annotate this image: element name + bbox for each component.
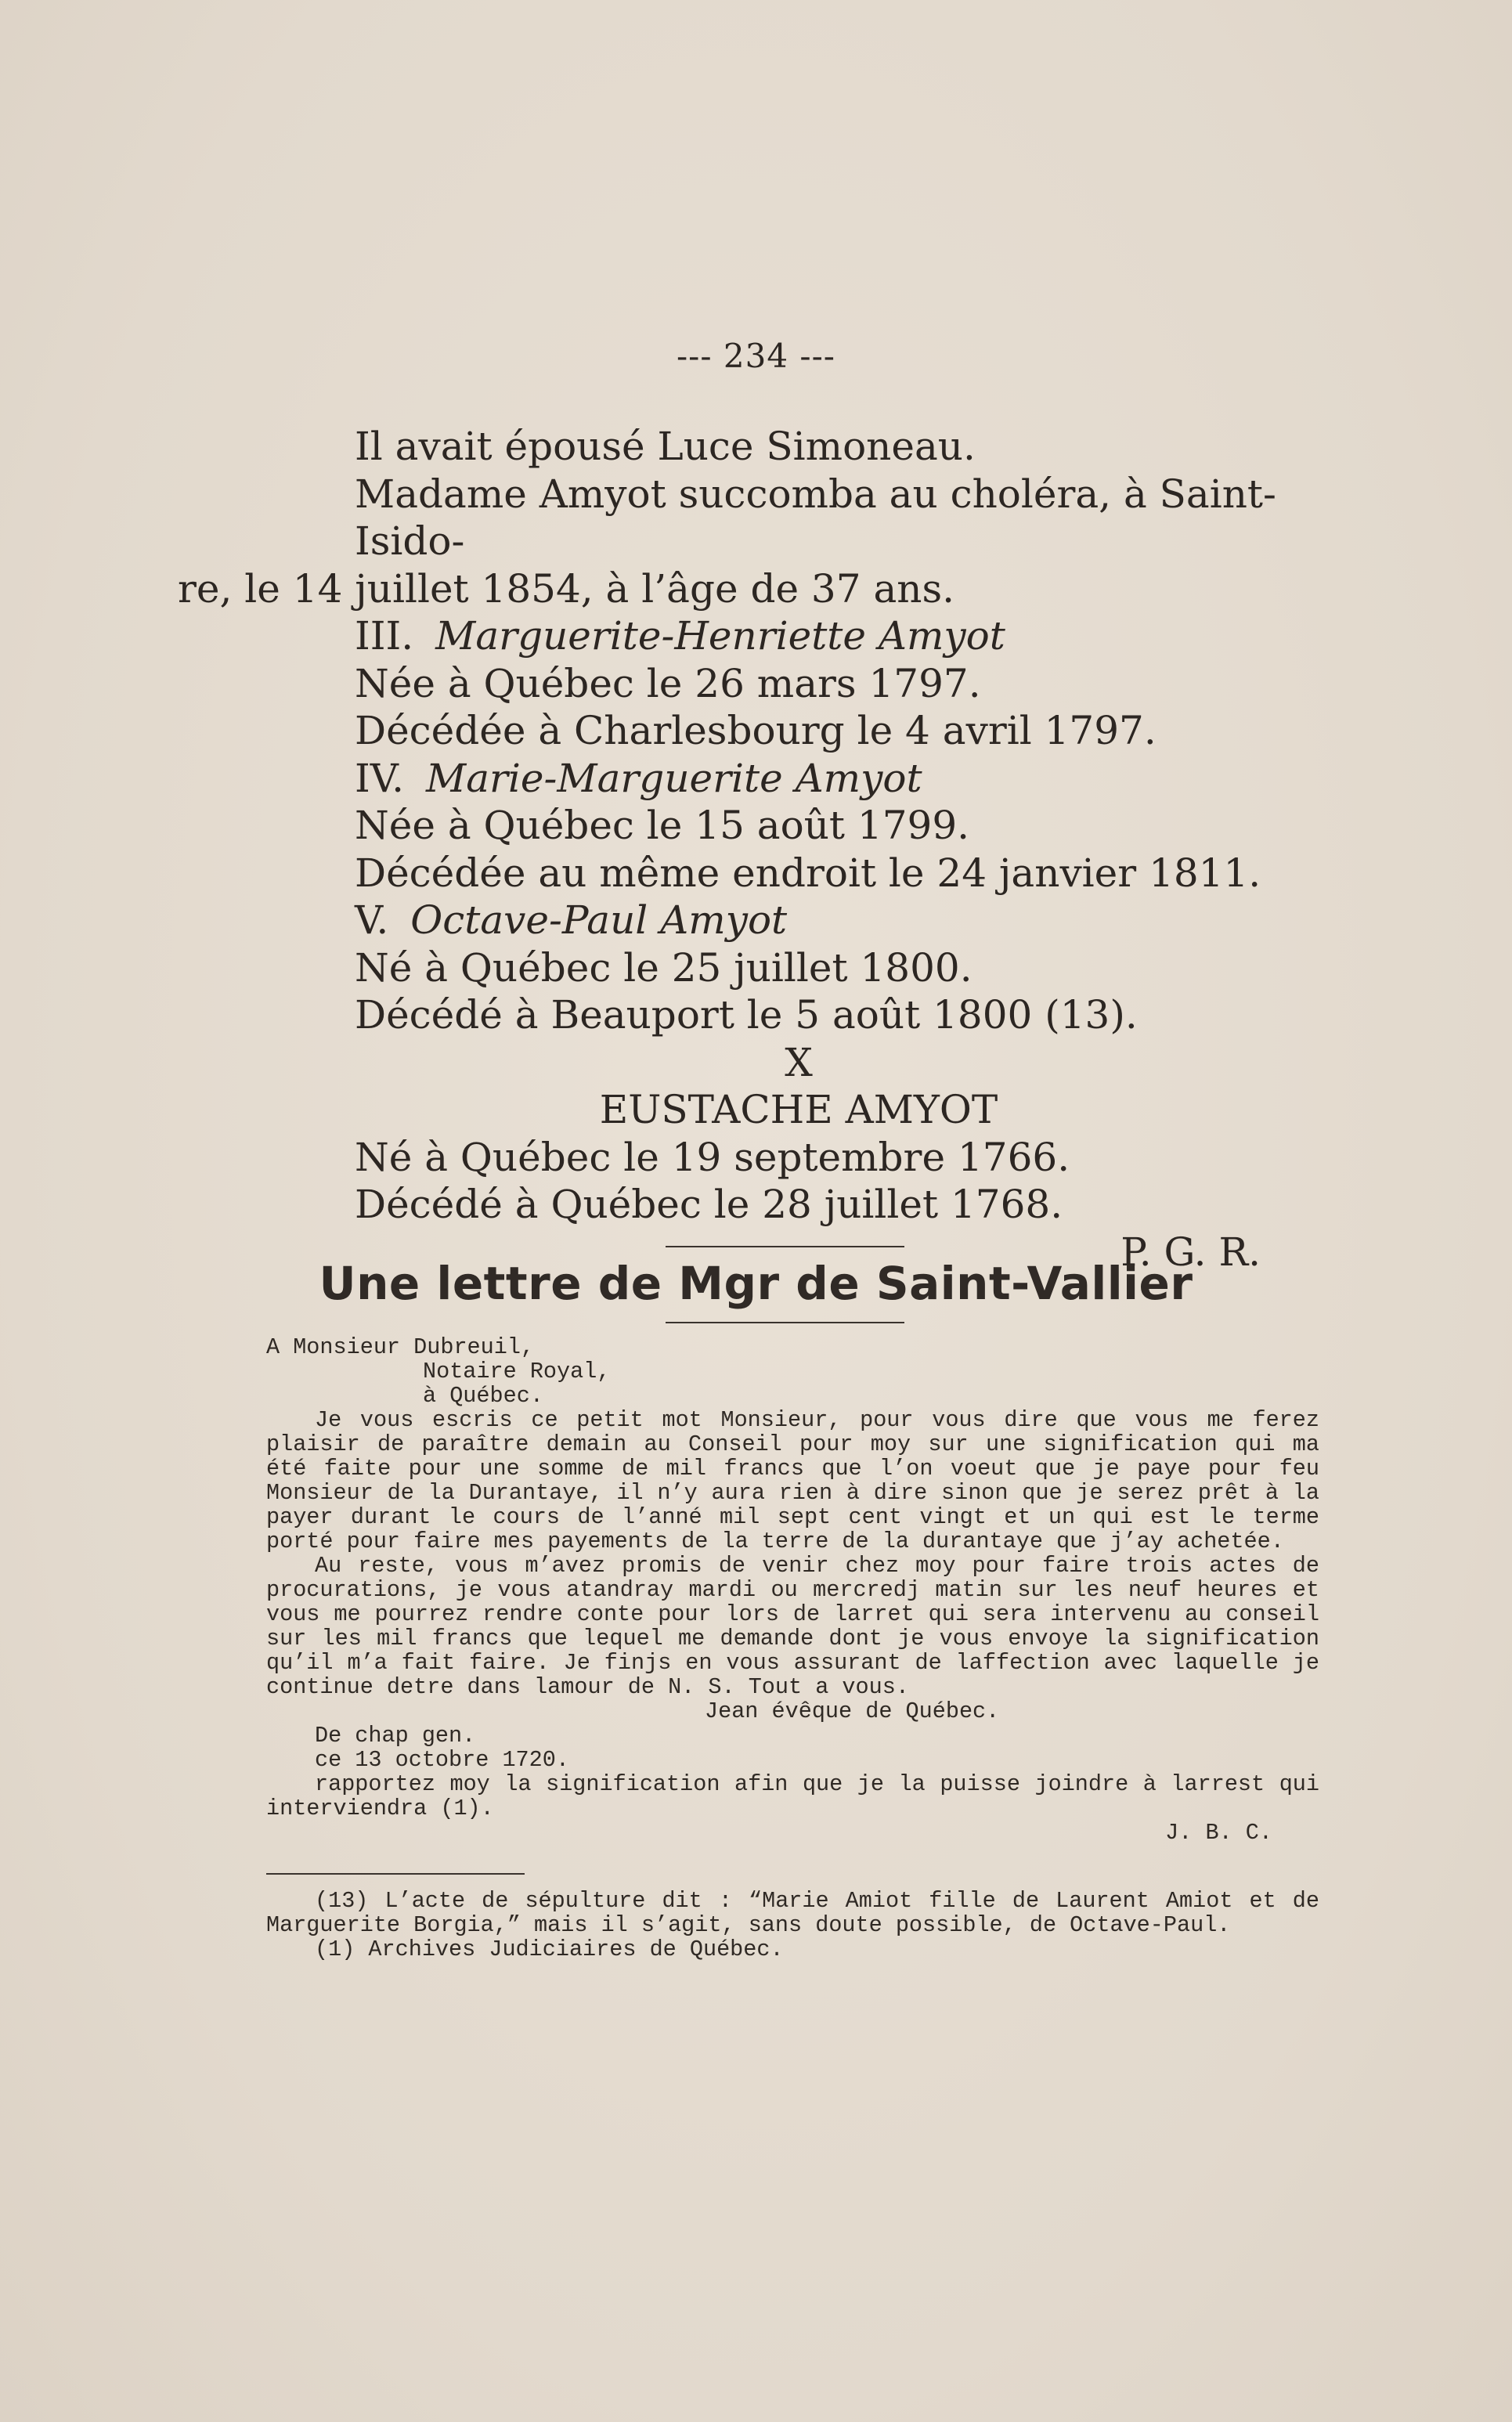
letter-paragraph: Au reste, vous m’avez promis de venir chez moy pour faire trois actes de procurations, je vous atandray mardi ou mercredj matin sur les neuf heures et vous me pourrez rendre conte pour lors de larret qui sera intervenu au conseil sur les mil francs que lequel me demande dont je vous envoye la signification qu’il m’a fait faire. Je finjs en vous assurant de laffection avec laquelle je continue detre dans lamour de N. S. Tout a vous. xyxy=(266,1553,1319,1700)
text-line: Il avait épousé Luce Simoneau. xyxy=(355,424,976,469)
text-line: re, le 14 juillet 1854, à l’âge de 37 ans. xyxy=(178,565,955,612)
entry-name: Octave-Paul Amyot xyxy=(410,897,788,943)
address-line: A Monsieur Dubreuil, xyxy=(266,1334,535,1360)
footnote-rule xyxy=(266,1873,525,1875)
entry-name: Marie-Marguerite Amyot xyxy=(426,755,922,801)
address-line: à Québec. xyxy=(423,1383,543,1409)
letter-postscript: rapportez moy la signification afin que je la puisse joindre à larrest qui interviendra (1). xyxy=(266,1771,1319,1821)
page-number: --- 234 --- xyxy=(676,337,835,375)
entry-number: V. xyxy=(355,897,389,943)
text-line: Décédé à Beauport le 5 août 1800 (13). xyxy=(355,992,1138,1038)
entry-name: Marguerite-Henriette Amyot xyxy=(435,613,1005,659)
title-rule-bottom xyxy=(666,1322,904,1323)
letter-body xyxy=(266,1335,1319,1845)
text-line: Né à Québec le 25 juillet 1800. xyxy=(355,944,973,991)
author-initials: P. G. R. xyxy=(1120,1229,1261,1275)
letter-date: ce 13 octobre 1720. xyxy=(315,1747,569,1773)
section-numeral: X xyxy=(785,1039,813,1085)
footnote: (1) Archives Judiciaires de Québec. xyxy=(315,1937,784,1962)
letter-signature: Jean évêque de Québec. xyxy=(705,1698,1000,1724)
entry-heading xyxy=(266,755,1331,803)
address-line: Notaire Royal, xyxy=(423,1359,611,1384)
genealogy-section xyxy=(178,423,1331,1276)
section-name: EUSTACHE AMYOT xyxy=(599,1087,998,1132)
text-line: Décédée au même endroit le 24 janvier 1811. xyxy=(355,850,1261,896)
entry-heading xyxy=(266,897,1331,944)
letter-paragraph: Je vous escris ce petit mot Monsieur, pour vous dire que vous me ferez plaisir de paraître demain au Conseil pour moy sur une signification qui ma été faite pour une somme de mil francs que l’on voeut que je paye pour feu Monsieur de la Durantaye, il n’y aura rien à dire sinon que je serez prêt à la payer durant le cours de l’anné mil sept cent vingt et un qui est le terme porté pour faire mes payements de la terre de la durantaye que j’ay achetée. xyxy=(266,1407,1319,1554)
text-line: Né à Québec le 19 septembre 1766. xyxy=(355,1134,1070,1180)
text-line: Madame Amyot succomba au choléra, à Saint-Isido- xyxy=(355,471,1276,564)
article-title: Une lettre de Mgr de Saint-Vallier xyxy=(319,1257,1193,1310)
footnote: (13) L’acte de sépulture dit : “Marie Amiot fille de Laurent Amiot et de Marguerite Borgia,” mais il s’agit, sans doute possible, de Octave-Paul. xyxy=(266,1888,1319,1938)
text-line: Née à Québec le 26 mars 1797. xyxy=(355,660,981,706)
letter-initials: J. B. C. xyxy=(1165,1820,1272,1846)
text-line: Née à Québec le 15 août 1799. xyxy=(355,803,970,848)
title-rule-top xyxy=(666,1246,904,1247)
entry-heading xyxy=(266,612,1331,660)
letter-place: De chap gen. xyxy=(315,1723,476,1749)
entry-number: III. xyxy=(355,613,414,659)
text-line: Décédée à Charlesbourg le 4 avril 1797. xyxy=(355,708,1157,753)
text-line: Décédé à Québec le 28 juillet 1768. xyxy=(355,1182,1063,1227)
footnotes xyxy=(266,1889,1319,1962)
entry-number: IV. xyxy=(355,755,405,801)
